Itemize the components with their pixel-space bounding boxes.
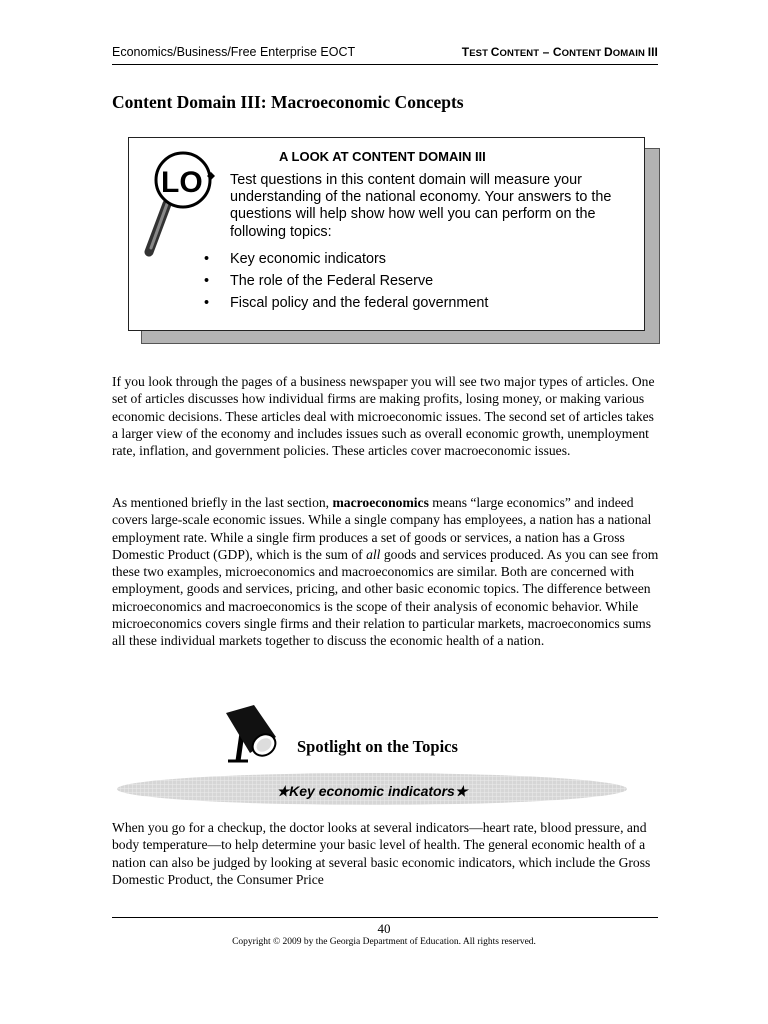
topic-label: Key economic indicators	[230, 251, 386, 267]
header-right-title: TEST CONTENT – CONTENT DOMAIN III	[461, 45, 658, 59]
spotlight-title: Spotlight on the Topics	[297, 737, 458, 756]
macroeconomics-paragraph	[112, 494, 660, 650]
topic-item	[204, 270, 488, 292]
copyright-notice: Copyright © 2009 by the Georgia Department of Education. All rights reserved.	[232, 937, 536, 947]
p2-bold-term: macroeconomics	[332, 495, 429, 510]
topic-label: The role of the Federal Reserve	[230, 273, 434, 289]
header-left-title: Economics/Business/Free Enterprise EOCT	[112, 45, 356, 59]
bullet-icon: •	[204, 295, 210, 311]
intro-paragraph: If you look through the pages of a business newspaper you will see two major types of articles. One set of articles discusses how individual firms are making profits, losing money, or making various economic decisions. These articles deal with microeconomic issues. The second set of articles takes a larger view of the economy and includes issues such as overall economic growth, unemployment rate, inflation, and government policies. These articles cover macroeconomic issues.	[112, 374, 655, 459]
look-box-intro: Test questions in this content domain will measure your understanding of the national economy. Your answers to the questions will help show how well you can perform on the following topics:	[230, 172, 612, 240]
look-box	[128, 137, 645, 331]
footer-divider	[112, 917, 658, 918]
p2-italic-word: all	[366, 546, 381, 562]
look-box-title: A LOOK AT CONTENT DOMAIN III	[279, 149, 486, 164]
magnifier-lo-icon	[137, 148, 229, 260]
indicators-paragraph: When you go for a checkup, the doctor looks at several indicators—heart rate, blood pressure, and body temperature—to help determine your basic level of health. The general economic health of a nation can also be judged by looking at several basic economic indicators, which include the Gross Domestic Product, the Consumer Price	[112, 820, 651, 887]
bullet-icon: •	[204, 273, 210, 289]
lo-icon-label: LO	[161, 166, 203, 199]
topic-item	[204, 292, 489, 314]
page-number: 40	[377, 921, 391, 936]
topic-label: Fiscal policy and the federal government	[230, 295, 489, 311]
topic-list	[204, 248, 489, 314]
p2-text-after: goods and services produced. As you can see from these two examples, microeconomics and macroeconomics are similar. Both are concerned with employment, goods and services, pricing, and other basic economic topics. The difference between microeconomics and macroeconomics is the scope of their analysis of economic behavior. While microeconomics covers single firms and their relation to particular markets, macroeconomics sums all these individual markets together to discuss the economic health of a nation.	[112, 546, 659, 649]
page-title: Content Domain III: Macroeconomic Concepts	[112, 92, 464, 112]
p2-text-middle: means “large economics” and indeed covers large-scale economic issues. While a single company has employees, a nation has a national employment rate. While a single firm produces a set of goods or services, a nation has a Gross Domestic Product (GDP), which is the sum of	[112, 495, 652, 562]
banner-title: ★Key economic indicators★	[276, 783, 468, 799]
running-header	[112, 44, 658, 65]
spotlight-icon	[220, 703, 282, 765]
topic-item	[204, 248, 488, 270]
bullet-icon: •	[204, 251, 210, 267]
p2-text-before: As mentioned briefly in the last section,	[112, 495, 333, 510]
